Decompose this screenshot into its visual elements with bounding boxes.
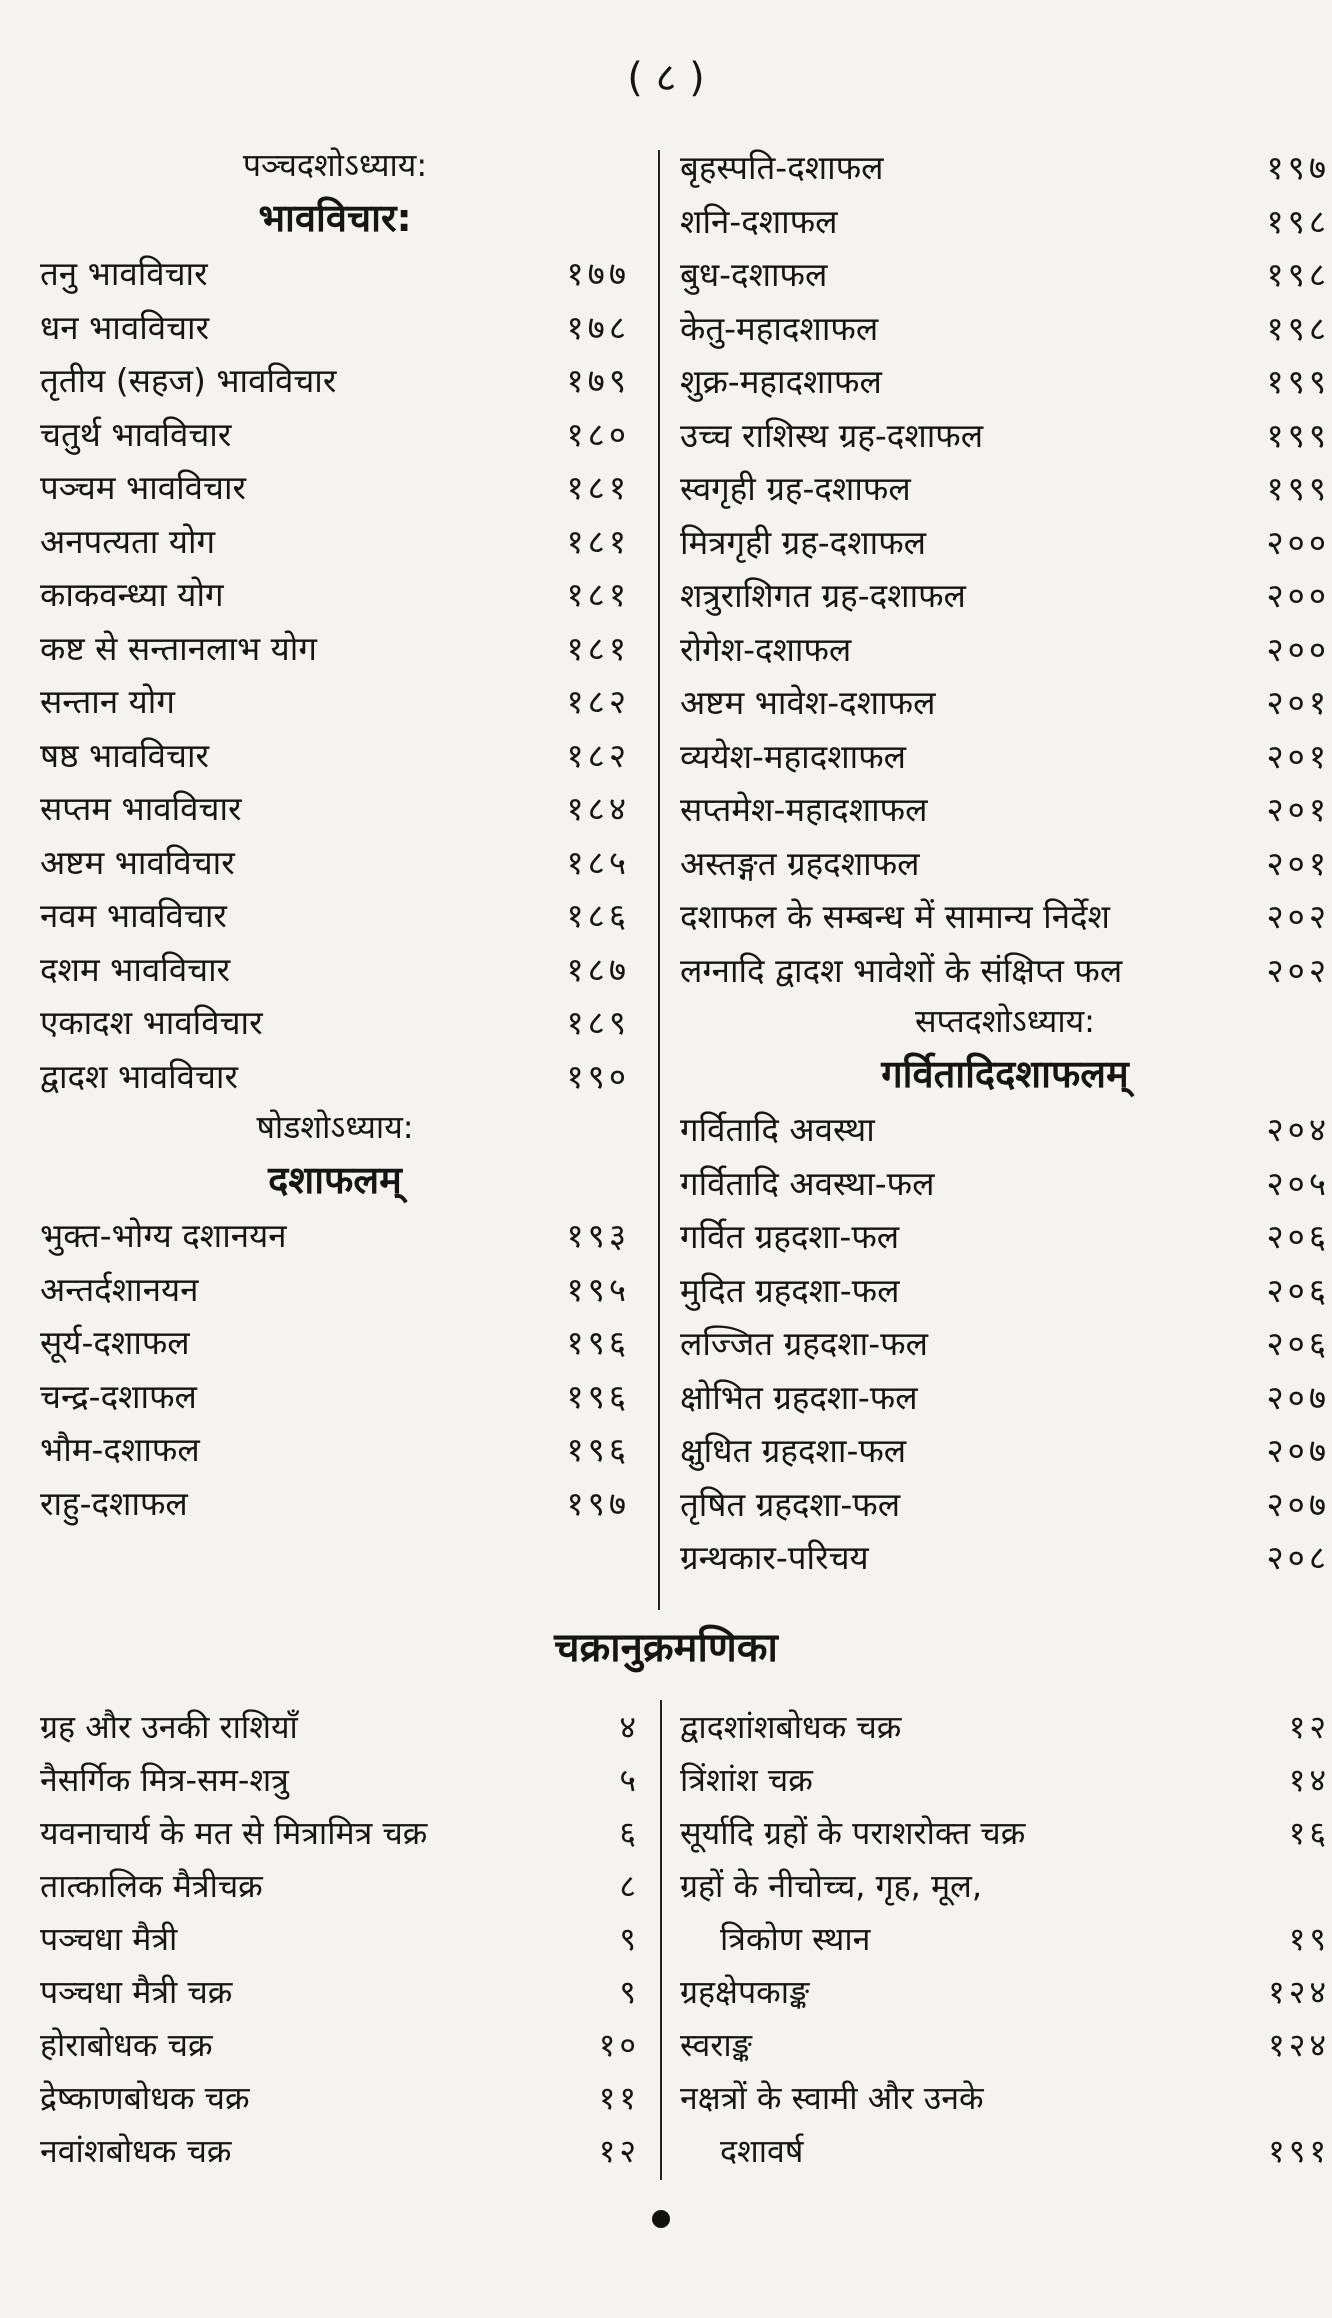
toc-entry xyxy=(40,1965,640,2018)
toc-entry xyxy=(680,1263,1330,1317)
entry-title: दशावर्ष xyxy=(720,2132,804,2170)
entry-page-number: १९७ xyxy=(1266,148,1330,188)
entry-title: उच्च राशिस्थ ग्रह-दशाफल xyxy=(680,415,984,455)
entry-title: तृषित ग्रहदशा-फल xyxy=(680,1484,901,1524)
toc-entry xyxy=(40,2124,640,2177)
entry-page-number: १८५ xyxy=(566,842,630,882)
toc-entry xyxy=(40,1912,640,1965)
toc-entry xyxy=(40,621,630,675)
entry-page-number: १९६ xyxy=(566,1430,630,1470)
column-divider xyxy=(660,1700,662,2180)
entry-title: ग्रहक्षेपकाङ्क xyxy=(680,1973,810,2011)
entry-page-number: १२४ xyxy=(1268,2026,1330,2064)
entry-title: अष्टम भावविचार xyxy=(40,842,235,882)
entry-page-number: १८१ xyxy=(566,521,630,561)
entry-page-number: २०७ xyxy=(1266,1377,1330,1417)
toc-entry xyxy=(40,1859,640,1912)
entry-title: शुक्र-महादशाफल xyxy=(680,362,882,402)
entry-title: सप्तम भावविचार xyxy=(40,789,242,829)
chakra-left-column xyxy=(40,1700,640,2177)
entry-title: चन्द्र-दशाफल xyxy=(40,1376,197,1416)
toc-entry xyxy=(40,460,630,514)
entry-title: रोगेश-दशाफल xyxy=(680,629,852,669)
entry-title: सप्तमेश-महादशाफल xyxy=(680,790,928,830)
entry-page-number: १९३ xyxy=(566,1216,630,1256)
chapter-16-list-left xyxy=(40,1208,630,1529)
chapter-15-heading: पञ्चदशोऽध्याय: xyxy=(242,146,428,184)
toc-entry xyxy=(680,301,1330,355)
toc-entry xyxy=(680,461,1330,515)
toc-entry xyxy=(40,300,630,354)
chapter-17-list xyxy=(680,1102,1330,1584)
toc-entry xyxy=(40,1208,630,1262)
entry-page-number: १२ xyxy=(598,2132,640,2170)
toc-entry xyxy=(680,1209,1330,1263)
entry-title: तनु भावविचार xyxy=(40,254,208,294)
entry-page-number: १९८ xyxy=(1266,308,1330,348)
toc-entry xyxy=(680,1806,1330,1859)
entry-title: शनि-दशाफल xyxy=(680,201,838,241)
entry-page-number: १८१ xyxy=(566,468,630,508)
entry-page-number: १९ xyxy=(1288,1920,1330,1958)
toc-entry xyxy=(40,2071,640,2124)
chapter-17-title: गर्वितादिदशाफलम् xyxy=(881,1052,1129,1096)
contents-right-column xyxy=(680,140,1330,1584)
entry-page-number: २०४ xyxy=(1266,1110,1330,1150)
entry-title: बृहस्पति-दशाफल xyxy=(680,148,884,188)
toc-entry xyxy=(680,194,1330,248)
toc-entry xyxy=(40,353,630,407)
entry-title: भौम-दशाफल xyxy=(40,1430,200,1470)
entry-title: द्रेष्काणबोधक चक्र xyxy=(40,2079,250,2117)
entry-page-number: १२४ xyxy=(1268,1973,1330,2011)
entry-page-number: १० xyxy=(598,2026,640,2064)
toc-entry xyxy=(680,1102,1330,1156)
chapter-17-heading: सप्तदशोऽध्याय: xyxy=(915,1002,1095,1040)
entry-page-number: १४ xyxy=(1288,1761,1330,1799)
toc-entry xyxy=(40,1422,630,1476)
toc-entry xyxy=(40,888,630,942)
entry-page-number: २०६ xyxy=(1266,1217,1330,1257)
entry-page-number: १८१ xyxy=(566,575,630,615)
entry-title: स्वगृही ग्रह-दशाफल xyxy=(680,469,911,509)
entry-page-number: १८४ xyxy=(566,789,630,829)
chapter-15-title: भावविचार: xyxy=(258,196,412,240)
entry-page-number: १८७ xyxy=(566,949,630,989)
entry-page-number: २०० xyxy=(1266,629,1330,669)
entry-page-number: १९० xyxy=(566,1056,630,1096)
entry-title: बुध-दशाफल xyxy=(680,255,828,295)
toc-entry xyxy=(40,2018,640,2071)
entry-page-number: ११ xyxy=(598,2079,640,2117)
toc-entry xyxy=(680,1753,1330,1806)
entry-title: धन भावविचार xyxy=(40,307,210,347)
toc-entry xyxy=(680,675,1330,729)
entry-title: राहु-दशाफल xyxy=(40,1483,188,1523)
entry-page-number: २०० xyxy=(1266,522,1330,562)
entry-page-number: ५ xyxy=(619,1761,640,1799)
entry-page-number: २०१ xyxy=(1266,843,1330,883)
entry-title: होराबोधक चक्र xyxy=(40,2026,213,2064)
entry-title: गर्वितादि अवस्था-फल xyxy=(680,1163,935,1203)
chapter-15-list xyxy=(40,246,630,1102)
entry-page-number: १६ xyxy=(1288,1814,1330,1852)
entry-title: अनपत्यता योग xyxy=(40,521,216,561)
entry-page-number: १९५ xyxy=(566,1269,630,1309)
entry-page-number: २०७ xyxy=(1266,1431,1330,1471)
entry-title: गर्वितादि अवस्था xyxy=(680,1110,875,1150)
toc-entry xyxy=(680,2018,1330,2071)
toc-entry xyxy=(680,1423,1330,1477)
entry-page-number: २०६ xyxy=(1266,1270,1330,1310)
entry-title: अन्तर्दशानयन xyxy=(40,1269,199,1309)
toc-entry xyxy=(40,1315,630,1369)
toc-entry xyxy=(680,943,1330,997)
entry-title: मुदित ग्रहदशा-फल xyxy=(680,1270,900,1310)
toc-entry xyxy=(40,728,630,782)
toc-entry xyxy=(40,781,630,835)
chapter-16-heading: षोडशोऽध्याय: xyxy=(256,1108,414,1146)
toc-entry xyxy=(40,942,630,996)
toc-entry xyxy=(680,1700,1330,1753)
toc-entry xyxy=(680,1530,1330,1584)
entry-page-number: १२ xyxy=(1288,1708,1330,1746)
entry-page-number: ६ xyxy=(619,1814,640,1852)
entry-page-number: २०५ xyxy=(1266,1163,1330,1203)
entry-page-number: २०१ xyxy=(1266,736,1330,776)
toc-entry xyxy=(40,1806,640,1859)
entry-title: लज्जित ग्रहदशा-फल xyxy=(680,1324,928,1364)
entry-title: पञ्चधा मैत्री चक्र xyxy=(40,1973,233,2011)
toc-entry xyxy=(680,2124,1330,2177)
entry-title: तृतीय (सहज) भावविचार xyxy=(40,361,337,401)
entry-title: तात्कालिक मैत्रीचक्र xyxy=(40,1867,263,1905)
page-number: ( ८ ) xyxy=(627,55,705,101)
toc-entry xyxy=(680,782,1330,836)
entry-page-number: १९१ xyxy=(1268,2132,1330,2170)
entry-page-number: ९ xyxy=(619,1973,640,2011)
entry-page-number: २०१ xyxy=(1266,683,1330,723)
entry-title: दशम भावविचार xyxy=(40,949,231,989)
entry-title: अष्टम भावेश-दशाफल xyxy=(680,683,936,723)
entry-page-number: १९६ xyxy=(566,1376,630,1416)
entry-title: द्वादशांशबोधक चक्र xyxy=(680,1708,902,1746)
toc-entry xyxy=(680,729,1330,783)
toc-entry xyxy=(680,836,1330,890)
toc-entry xyxy=(680,1370,1330,1424)
entry-page-number: २०६ xyxy=(1266,1324,1330,1364)
toc-entry xyxy=(40,995,630,1049)
entry-title: दशाफल के सम्बन्ध में सामान्य निर्देश xyxy=(680,897,1111,937)
entry-title: ग्रन्थकार-परिचय xyxy=(680,1538,869,1578)
entry-title: यवनाचार्य के मत से मित्रामित्र चक्र xyxy=(40,1814,428,1852)
entry-title: पञ्चम भावविचार xyxy=(40,468,246,508)
toc-entry xyxy=(680,515,1330,569)
entry-title: ग्रह और उनकी राशियाँ xyxy=(40,1708,298,1746)
entry-title: ग्रहों के नीचोच्च, गृह, मूल, xyxy=(680,1867,982,1905)
toc-entry xyxy=(40,835,630,889)
page-bullet xyxy=(652,2210,670,2228)
entry-title: अस्तङ्गत ग्रहदशाफल xyxy=(680,843,920,883)
entry-title: व्ययेश-महादशाफल xyxy=(680,736,907,776)
toc-entry xyxy=(680,1156,1330,1210)
entry-title: सन्तान योग xyxy=(40,682,175,722)
chapter-16-title: दशाफलम् xyxy=(268,1158,402,1202)
toc-entry xyxy=(40,246,630,300)
entry-page-number: १९७ xyxy=(566,1483,630,1523)
entry-page-number: १९९ xyxy=(1266,415,1330,455)
toc-entry xyxy=(40,1476,630,1530)
toc-entry xyxy=(680,568,1330,622)
entry-title: केतु-महादशाफल xyxy=(680,308,879,348)
entry-page-number: १७९ xyxy=(566,361,630,401)
entry-page-number: १९८ xyxy=(1266,255,1330,295)
chapter-16-list-right xyxy=(680,140,1330,996)
toc-entry xyxy=(40,1262,630,1316)
entry-page-number: १९९ xyxy=(1266,469,1330,509)
entry-title: क्षोभित ग्रहदशा-फल xyxy=(680,1377,918,1417)
entry-page-number: १७७ xyxy=(566,254,630,294)
entry-page-number: ४ xyxy=(619,1708,640,1746)
entry-page-number: २०८ xyxy=(1266,1538,1330,1578)
entry-title: शत्रुराशिगत ग्रह-दशाफल xyxy=(680,576,966,616)
toc-entry xyxy=(40,1700,640,1753)
entry-page-number: २०७ xyxy=(1266,1484,1330,1524)
entry-page-number: १८६ xyxy=(566,896,630,936)
toc-entry xyxy=(680,408,1330,462)
toc-entry xyxy=(40,1049,630,1103)
column-divider xyxy=(658,150,660,1610)
entry-page-number: १९९ xyxy=(1266,362,1330,402)
entry-title: स्वराङ्क xyxy=(680,2026,752,2064)
entry-page-number: १८० xyxy=(566,414,630,454)
entry-page-number: २०२ xyxy=(1266,950,1330,990)
toc-entry xyxy=(680,1912,1330,1965)
toc-entry xyxy=(680,1316,1330,1370)
entry-page-number: २०२ xyxy=(1266,897,1330,937)
entry-page-number: २०१ xyxy=(1266,790,1330,830)
entry-title: द्वादश भावविचार xyxy=(40,1056,238,1096)
toc-entry xyxy=(680,354,1330,408)
entry-title: नवांशबोधक चक्र xyxy=(40,2132,232,2170)
toc-entry xyxy=(40,567,630,621)
entry-page-number: १७८ xyxy=(566,307,630,347)
entry-page-number: १८२ xyxy=(566,682,630,722)
entry-title: भुक्त-भोग्य दशानयन xyxy=(40,1216,287,1256)
toc-entry xyxy=(680,1965,1330,2018)
entry-page-number: १८२ xyxy=(566,735,630,775)
entry-title: पञ्चधा मैत्री xyxy=(40,1920,178,1958)
entry-title: सूर्यादि ग्रहों के पराशरोक्त चक्र xyxy=(680,1814,1026,1852)
toc-entry xyxy=(680,1477,1330,1531)
entry-page-number: ९ xyxy=(619,1920,640,1958)
entry-page-number: १८९ xyxy=(566,1003,630,1043)
toc-entry xyxy=(680,622,1330,676)
entry-page-number: १९६ xyxy=(566,1323,630,1363)
entry-title: षष्ठ भावविचार xyxy=(40,735,209,775)
toc-entry xyxy=(680,889,1330,943)
entry-title: एकादश भावविचार xyxy=(40,1003,263,1043)
entry-title: मित्रगृही ग्रह-दशाफल xyxy=(680,522,927,562)
toc-entry xyxy=(680,140,1330,194)
entry-page-number: १८१ xyxy=(566,628,630,668)
contents-left-column xyxy=(40,140,630,1529)
entry-title: क्षुधित ग्रहदशा-फल xyxy=(680,1431,907,1471)
chakra-index-title: चक्रानुक्रमणिका xyxy=(554,1625,778,1671)
entry-title: नैसर्गिक मित्र-सम-शत्रु xyxy=(40,1761,289,1799)
entry-title: लग्नादि द्वादश भावेशों के संक्षिप्त फल xyxy=(680,950,1123,990)
toc-entry xyxy=(40,1753,640,1806)
toc-entry xyxy=(40,674,630,728)
chakra-right-column xyxy=(680,1700,1330,2177)
chakra-index xyxy=(40,1700,1330,2200)
contents-upper xyxy=(40,140,1330,1610)
entry-title: नक्षत्रों के स्वामी और उनके xyxy=(680,2079,984,2117)
entry-title: त्रिंशांश चक्र xyxy=(680,1761,813,1799)
toc-entry xyxy=(40,1369,630,1423)
toc-entry xyxy=(680,2071,1330,2124)
toc-entry xyxy=(680,1859,1330,1912)
entry-title: त्रिकोण स्थान xyxy=(720,1920,871,1958)
entry-title: नवम भावविचार xyxy=(40,896,227,936)
toc-entry xyxy=(40,407,630,461)
entry-title: चतुर्थ भावविचार xyxy=(40,414,232,454)
entry-page-number: २०० xyxy=(1266,576,1330,616)
entry-page-number: १९८ xyxy=(1266,201,1330,241)
entry-page-number: ८ xyxy=(619,1867,640,1905)
toc-entry xyxy=(40,514,630,568)
entry-title: सूर्य-दशाफल xyxy=(40,1323,190,1363)
entry-title: गर्वित ग्रहदशा-फल xyxy=(680,1217,900,1257)
entry-title: कष्ट से सन्तानलाभ योग xyxy=(40,628,317,668)
toc-entry xyxy=(680,247,1330,301)
entry-title: काकवन्ध्या योग xyxy=(40,575,224,615)
